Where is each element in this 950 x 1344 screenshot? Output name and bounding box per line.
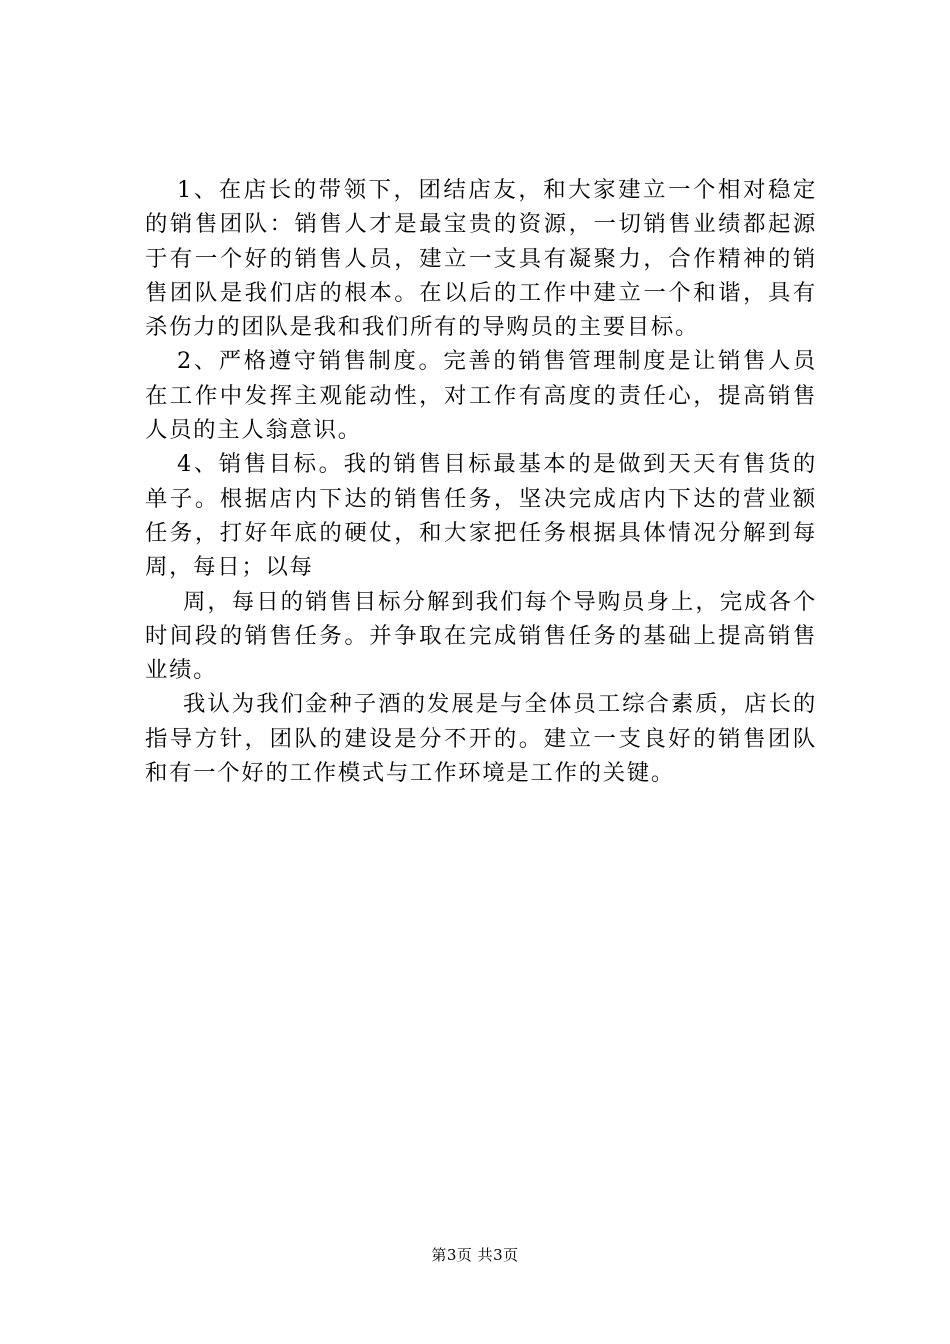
paragraph-target-breakdown: 周，每日的销售目标分解到我们每个导购员身上，完成各个时间段的销售任务。并争取在完成销售任务的基础上提高销售业绩。 <box>145 588 817 684</box>
document-body <box>145 173 817 790</box>
paragraph-sales-rules: 2、严格遵守销售制度。完善的销售管理制度是让销售人员在工作中发挥主观能动性，对工作有高度的责任心，提高销售人员的主人翁意识。 <box>145 348 817 444</box>
page-number-footer: 第3页 共3页 <box>431 1246 519 1264</box>
paragraph-team-building: 1、在店长的带领下，团结店友，和大家建立一个相对稳定的销售团队：销售人才是最宝贵的资源，一切销售业绩都起源于有一个好的销售人员，建立一支具有凝聚力，合作精神的销售团队是我们店的根本。在以后的工作中建立一个和谐，具有杀伤力的团队是我和我们所有的导购员的主要目标。 <box>145 177 817 341</box>
paragraph-sales-target: 4、销售目标。我的销售目标最基本的是做到天天有售货的单子。根据店内下达的销售任务，坚决完成店内下达的营业额任务，打好年底的硬仗，和大家把任务根据具体情况分解到每周，每日；以每 <box>145 451 817 581</box>
paragraph-conclusion: 我认为我们金种子酒的发展是与全体员工综合素质，店长的指导方针，团队的建设是分不开的。建立一支良好的销售团队和有一个好的工作模式与工作环境是工作的关键。 <box>145 691 817 787</box>
